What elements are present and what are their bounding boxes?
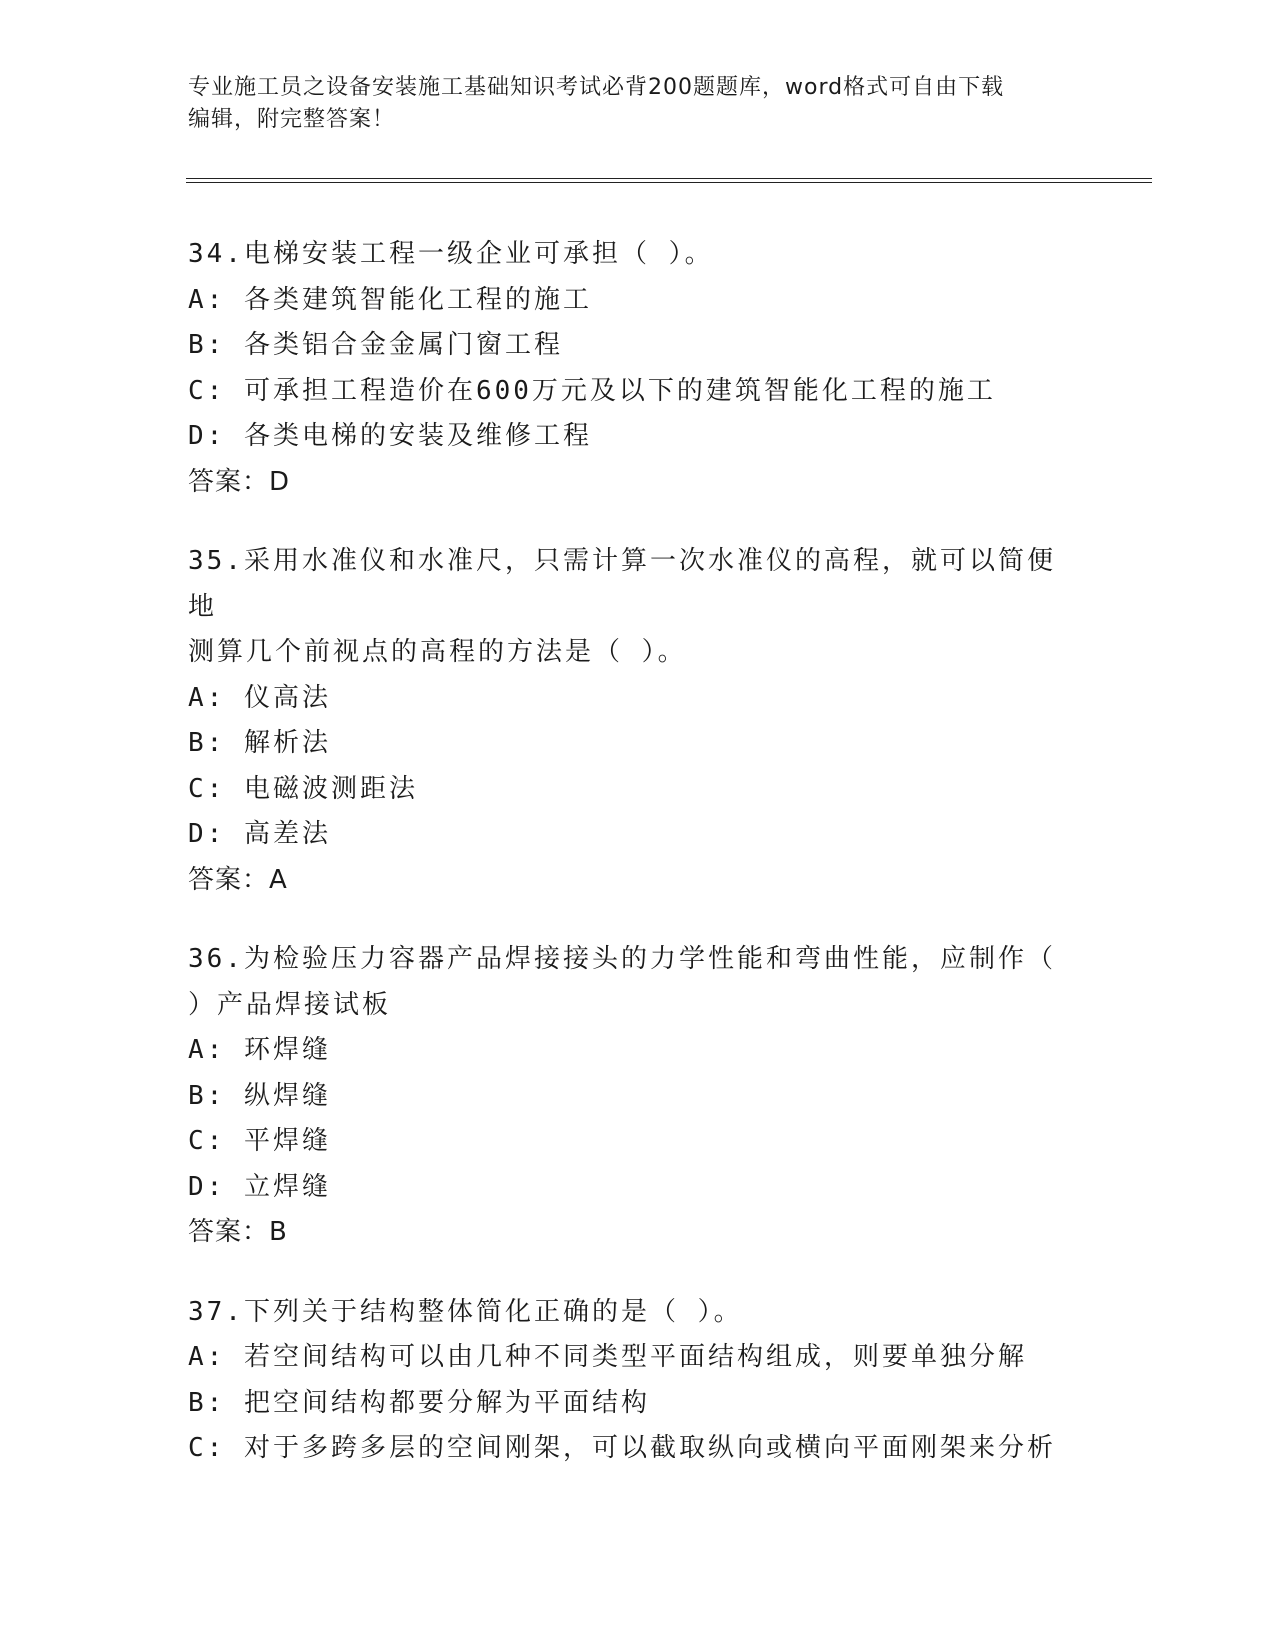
option-c: C: 对于多跨多层的空间刚架，可以截取纵向或横向平面刚架来分析	[188, 1433, 1056, 1463]
question-stem: 35.采用水准仪和水准尺，只需计算一次水准仪的高程，就可以简便地	[188, 546, 1056, 622]
question-list	[188, 232, 1088, 1506]
option-b: B: 把空间结构都要分解为平面结构	[188, 1387, 650, 1418]
option-b: B: 解析法	[188, 728, 331, 758]
question-36	[188, 937, 1088, 1256]
option-c: C: 电磁波测距法	[188, 773, 418, 804]
option-a: A: 环焊缝	[188, 1035, 331, 1065]
question-stem-continued: ）产品焊接试板	[188, 989, 392, 1020]
option-a: A: 若空间结构可以由几种不同类型平面结构组成，则要单独分解	[188, 1342, 1027, 1372]
question-37	[188, 1290, 1088, 1472]
question-34	[188, 232, 1088, 505]
header-divider	[186, 178, 1152, 183]
question-stem: 37.下列关于结构整体简化正确的是（ ）。	[188, 1296, 743, 1327]
question-stem: 36.为检验压力容器产品焊接接头的力学性能和弯曲性能，应制作（	[188, 944, 1056, 974]
option-c: C: 平焊缝	[188, 1126, 331, 1156]
question-stem: 34.电梯安装工程一级企业可承担（ ）。	[188, 239, 714, 269]
option-d: D: 高差法	[188, 819, 331, 849]
option-d: D: 各类电梯的安装及维修工程	[188, 421, 592, 451]
option-d: D: 立焊缝	[188, 1171, 331, 1202]
question-stem-continued: 测算几个前视点的高程的方法是（ ）。	[188, 637, 687, 667]
option-b: B: 各类铝合金金属门窗工程	[188, 330, 563, 360]
document-header	[188, 72, 1068, 136]
option-c: C: 可承担工程造价在600万元及以下的建筑智能化工程的施工	[188, 375, 996, 406]
answer-label: 答案：D	[188, 466, 291, 497]
option-a: A: 各类建筑智能化工程的施工	[188, 284, 592, 315]
option-a: A: 仪高法	[188, 682, 331, 713]
answer-label: 答案：A	[188, 864, 288, 895]
header-line-2: 编辑，附完整答案！	[188, 107, 396, 132]
answer-label: 答案：B	[188, 1217, 288, 1247]
question-35	[188, 539, 1088, 903]
option-b: B: 纵焊缝	[188, 1080, 331, 1111]
header-line-1: 专业施工员之设备安装施工基础知识考试必背200题题库，word格式可自由下载	[188, 75, 1005, 100]
